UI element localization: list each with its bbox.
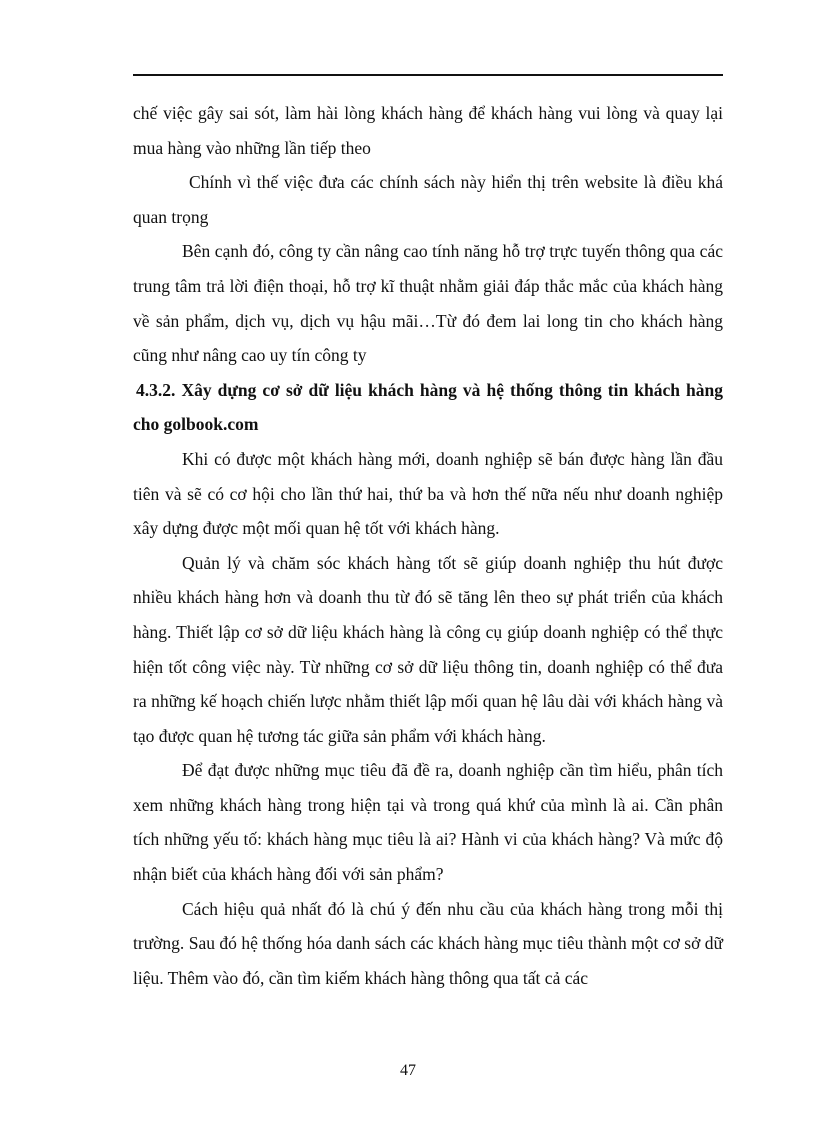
body-text	[133, 96, 723, 995]
section-heading: 4.3.2. Xây dựng cơ sở dữ liệu khách hàng và hệ thống thông tin khách hàng cho golbook.com	[133, 379, 723, 435]
header-rule	[133, 74, 723, 76]
paragraph: Cách hiệu quả nhất đó là chú ý đến nhu cầu của khách hàng trong mỗi thị trường. Sau đó hệ thống hóa danh sách các khách hàng mục tiêu thành một cơ sở dữ liệu. Thêm vào đó, cần tìm kiếm khách hàng thông qua tất cả các	[133, 898, 723, 988]
paragraph: Bên cạnh đó, công ty cần nâng cao tính năng hỗ trợ trực tuyến thông qua các trung tâm trả lời điện thoại, hỗ trợ kĩ thuật nhằm giải đáp thắc mắc của khách hàng về sản phẩm, dịch vụ, dịch vụ hậu mãi…Từ đó đem lai long tin cho khách hàng cũng như nâng cao uy tín công ty	[133, 241, 723, 366]
paragraph: Để đạt được những mục tiêu đã đề ra, doanh nghiệp cần tìm hiểu, phân tích xem những khách hàng trong hiện tại và trong quá khứ của mình là ai. Cần phân tích những yếu tố: khách hàng mục tiêu là ai? Hành vi của khách hàng? Và mức độ nhận biết của khách hàng đối với sản phẩm?	[133, 760, 723, 885]
paragraph-continued: chế việc gây sai sót, làm hài lòng khách hàng để khách hàng vui lòng và quay lại mua hàng vào những lần tiếp theo	[133, 103, 723, 158]
page-number: 47	[400, 1062, 416, 1079]
paragraph: Quản lý và chăm sóc khách hàng tốt sẽ giúp doanh nghiệp thu hút được nhiều khách hàng hơn và doanh thu từ đó sẽ tăng lên theo sự phát triển của khách hàng. Thiết lập cơ sở dữ liệu khách hàng là công cụ giúp doanh nghiệp có thể thực hiện tốt công việc này. Từ những cơ sở dữ liệu thông tin, doanh nghiệp có thể đưa ra những kế hoạch chiến lược nhằm thiết lập mối quan hệ lâu dài với khách hàng và tạo được quan hệ tương tác giữa sản phẩm với khách hàng.	[133, 552, 723, 746]
paragraph: Chính vì thế việc đưa các chính sách này hiển thị trên website là điều khá quan trọng	[133, 172, 723, 227]
paragraph: Khi có được một khách hàng mới, doanh nghiệp sẽ bán được hàng lần đầu tiên và sẽ có cơ hội cho lần thứ hai, thứ ba và hơn thế nữa nếu như doanh nghiệp xây dựng được một mối quan hệ tốt với khách hàng.	[133, 448, 723, 539]
